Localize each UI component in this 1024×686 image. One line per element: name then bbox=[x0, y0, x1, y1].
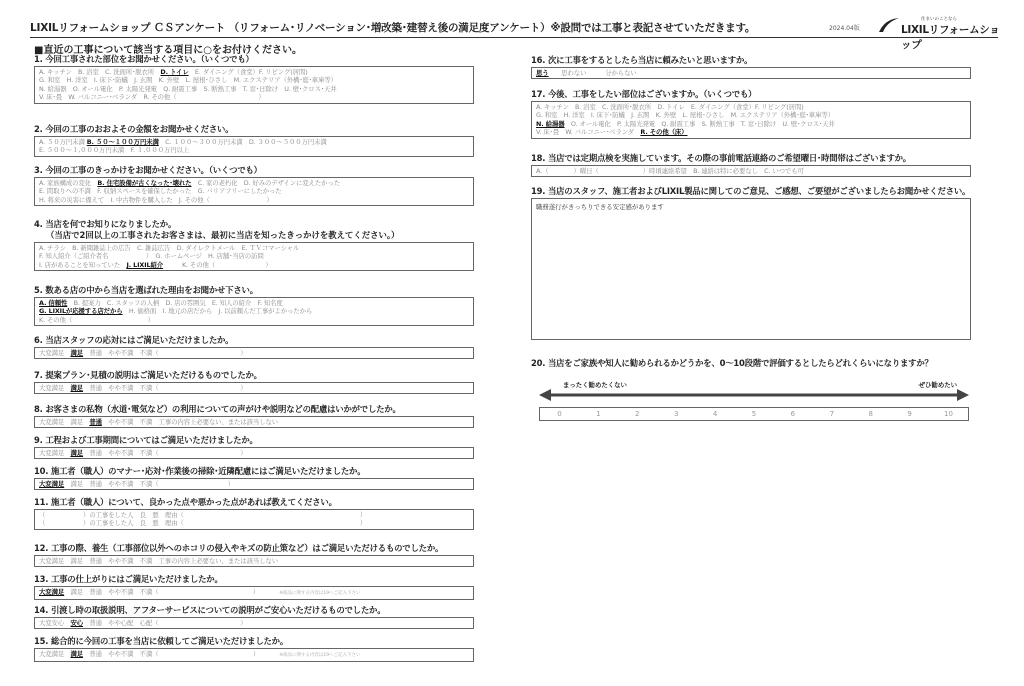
answer-box[interactable] bbox=[34, 297, 474, 326]
answer-line bbox=[39, 449, 469, 457]
answer-note: ※商品に関する内容は19へご記入下さい bbox=[279, 653, 361, 658]
question-left_questions-0 bbox=[34, 54, 474, 104]
answer-box[interactable] bbox=[34, 242, 474, 271]
answer-box[interactable] bbox=[34, 447, 474, 459]
question-title: 15. 総合的に今回の工事を当店に依頼してご満足いただけましたか。 bbox=[34, 636, 289, 646]
selected-option: 大変満足 bbox=[39, 480, 65, 488]
option-text: A. キッチン B. 浴室 C. 洗面所･脱衣所 bbox=[39, 68, 161, 76]
option-text: K. その他（ ） bbox=[163, 260, 272, 269]
answer-box[interactable] bbox=[531, 165, 971, 177]
question-left_questions-10 bbox=[34, 497, 474, 530]
option-text: A. 家族構成の変化 bbox=[39, 179, 98, 187]
answer-line bbox=[536, 128, 966, 136]
option-text: E. ダイニング（食堂）F. リビング(居間) bbox=[188, 68, 308, 76]
scale-option[interactable]: 10 bbox=[944, 410, 953, 418]
answer-box[interactable] bbox=[531, 67, 971, 79]
question-left_questions-2 bbox=[34, 165, 474, 206]
double-arrow-icon bbox=[539, 388, 969, 402]
question-title: 10. 施工者（職人）のマナー･応対･作業後の掃除･近隣配慮にはご満足いただけましたか。 bbox=[34, 466, 366, 476]
answer-line bbox=[39, 588, 469, 598]
nps-right-label: ぜひ勧めたい bbox=[918, 381, 957, 389]
answer-box[interactable] bbox=[34, 555, 474, 567]
scale-option[interactable]: 7 bbox=[829, 410, 835, 418]
option-text: 普通 やや不満 不満（ ） bbox=[83, 384, 247, 392]
scale-option[interactable]: 3 bbox=[673, 410, 679, 418]
question-left_questions-12 bbox=[34, 574, 474, 600]
question-title: 2. 今回の工事のおおよその金額をお聞かせください。 bbox=[34, 124, 234, 134]
question-title: 19. 当店のスタッフ、施工者およびLIXIL製品に関してのご意見、ご感想、ご要望がございましたらお聞かせください。 bbox=[531, 186, 971, 196]
option-text: C. 家の老朽化 D. 好みのデザインに変えたかった bbox=[191, 179, 341, 187]
question-title: 7. 提案プラン･見積の説明はご満足いただけるものでしたか。 bbox=[34, 370, 262, 380]
question-title: 17. 今後、工事をしたい部位はございますか。（いくつでも） bbox=[531, 89, 757, 99]
selected-option: 満足 bbox=[70, 449, 84, 457]
option-text: A. キッチン B. 浴室 C. 洗面所･脱衣所 D. トイレ E. ダイニング（食堂）F. リビング(居間) bbox=[536, 103, 804, 111]
option-text: H. 将来の災害に備えて I. 中古物件を購入した J. その他（ ） bbox=[39, 195, 273, 204]
question-title: 13. 工事の仕上がりにはご満足いただけましたか。 bbox=[34, 574, 223, 584]
edition-label: 2024.04版 bbox=[829, 25, 860, 32]
answer-line bbox=[39, 146, 469, 154]
selected-option: 思う bbox=[536, 69, 549, 77]
answer-box[interactable] bbox=[531, 198, 971, 340]
answer-line bbox=[39, 261, 469, 269]
scale-option[interactable]: 1 bbox=[596, 410, 601, 418]
section-title: ■直近の工事について該当する項目に○をお付けください。 bbox=[34, 45, 302, 56]
selected-option: B. 住宅設備が古くなった･壊れた bbox=[97, 179, 192, 187]
option-text: G. 和室 H. 洋室 I. 床下･防蟻 J. 玄関 K. 外壁 L. 屋根･ひさし M. エクステリア（外構･庭･車庫等） bbox=[536, 111, 834, 120]
question-left_questions-11 bbox=[34, 543, 474, 567]
answer-box[interactable] bbox=[34, 66, 474, 104]
selected-option: A. 信頼性 bbox=[39, 299, 68, 307]
answer-line bbox=[39, 557, 469, 565]
option-text: A. ５０万円未満 bbox=[39, 138, 87, 146]
nps-scale-block bbox=[539, 378, 969, 430]
option-text: A. チラシ B. 新聞雑誌上の広告 C. 雑誌広告 D. ダイレクトメール E. ＴＶコマーシャル bbox=[39, 244, 300, 252]
option-text: 普通 やや不満 不満（ ） bbox=[83, 449, 247, 457]
question-left_questions-4 bbox=[34, 285, 474, 326]
answer-line bbox=[39, 85, 469, 93]
answer-box[interactable] bbox=[34, 478, 474, 490]
option-text: C. １００～３００万円未満 D. ３００～５００万円未満 bbox=[158, 138, 327, 146]
question-title: 20. 当店をご家族や知人に勧められるかどうかを、0～10段階で評価するとしたらどれくらいになりますか？ bbox=[531, 358, 933, 368]
selected-option: G. LIXILが応援する店だから bbox=[39, 307, 123, 316]
question-title: 12. 工事の際、養生（工事部位以外へのホコリの侵入やキズの防止策など）はご満足いただけるものでしたか。 bbox=[34, 543, 444, 553]
question-title: 3. 今回の工事のきっかけをお聞かせください。（いくつでも） bbox=[34, 165, 262, 175]
scale-option[interactable]: 8 bbox=[868, 410, 873, 418]
question-right_questions-2 bbox=[531, 153, 971, 177]
option-text: O. オール電化 P. 太陽光発電 Q. 耐震工事 S. 断熱工事 T. 窓･日除け U. 壁･クロス･天井 bbox=[564, 119, 835, 128]
option-text: N. 給湯器 O. オール電化 P. 太陽光発電 Q. 耐震工事 S. 断熱工事 T. 窓･日除け U. 壁･クロス･天井 bbox=[39, 84, 337, 93]
scale-option[interactable]: 5 bbox=[751, 410, 757, 418]
question-right_questions-1 bbox=[531, 89, 971, 139]
answer-line bbox=[536, 120, 966, 128]
option-text: 大変安心 bbox=[39, 619, 71, 627]
option-text: V. 床･畳 W. バルコニー･ベランダ bbox=[536, 128, 641, 137]
option-text: I. 店があることを知っていた bbox=[39, 260, 127, 269]
answer-line bbox=[39, 196, 469, 204]
option-text: B. 提案力 C. スタッフの人柄 D. 店の雰囲気 E. 知人の紹介 F. 知名度 bbox=[67, 299, 283, 307]
option-text: 大変満足 満足 普通 やや不満 不満 工事の内容上必要ない、または該当しない bbox=[39, 557, 279, 565]
brand-logo bbox=[877, 14, 1001, 51]
option-text: 普通 やや心配 心配（ ） bbox=[83, 619, 247, 627]
answer-box[interactable] bbox=[34, 347, 474, 359]
question-left_questions-8 bbox=[34, 435, 474, 459]
selected-option: R. その他（床） bbox=[640, 128, 688, 137]
answer-box[interactable] bbox=[34, 416, 474, 428]
answer-box[interactable] bbox=[34, 617, 474, 629]
answer-line bbox=[39, 384, 469, 392]
question-left_questions-9 bbox=[34, 466, 474, 490]
question-title: 1. 今回工事された部位をお聞かせください。（いくつでも） bbox=[34, 54, 254, 64]
selected-option: 普通 bbox=[89, 418, 102, 426]
answer-line bbox=[39, 252, 469, 260]
question-left_questions-7 bbox=[34, 404, 474, 428]
scale-option[interactable]: 0 bbox=[557, 410, 562, 418]
option-text: 満足 普通 やや不満 不満（ ） bbox=[64, 480, 235, 488]
answer-note: ※商品に関する内容は19へご記入下さい bbox=[279, 591, 361, 596]
answer-line bbox=[39, 480, 469, 488]
answer-line bbox=[39, 187, 469, 195]
option-text: F. 知人紹介（ご紹介者名 ） G. ホームページ H. 店舗･当店の訪問 bbox=[39, 252, 264, 261]
question-title: 6. 当店スタッフの応対にはご満足いただけましたか。 bbox=[34, 335, 234, 345]
option-text: 大変満足 bbox=[39, 650, 71, 658]
answer-line bbox=[536, 111, 966, 119]
question-right_questions-0 bbox=[531, 55, 971, 79]
option-text: H. 価格面 I. 地元の店だから J. 以前頼んだ工事がよかったから bbox=[122, 307, 313, 316]
question-right_questions-3 bbox=[531, 186, 971, 340]
option-text: 大変満足 満足 bbox=[39, 418, 90, 426]
nps-scale bbox=[539, 407, 969, 421]
question-left_questions-1 bbox=[34, 124, 474, 157]
answer-line bbox=[39, 418, 469, 426]
selected-option: 満足 bbox=[70, 384, 84, 392]
question-title: 18. 当店では定期点検を実施しています。その際の事前電話連絡のご希望曜日･時間帯はございますか。 bbox=[531, 153, 911, 163]
answer-line bbox=[39, 93, 469, 101]
question-title: 9. 工程および工事期間についてはご満足いただけましたか。 bbox=[34, 435, 258, 445]
question-left_questions-6 bbox=[34, 370, 474, 394]
logo-name: LIXILリフォームショップ bbox=[901, 24, 1000, 51]
selected-option: 大変満足 bbox=[39, 588, 65, 596]
selected-option: N. 給湯器 bbox=[536, 119, 565, 128]
comment-text: 職務遂行がきっちりできる安定感があります bbox=[536, 203, 664, 211]
option-text: 普通 やや不満 不満（ ） bbox=[83, 650, 260, 658]
answer-box[interactable] bbox=[34, 509, 474, 530]
logo-tagline: 住まいのことなら bbox=[921, 17, 957, 22]
option-text: E. 間取りへの不満 F. 収納スペースを確保したかった G. バリアフリーにしたかった bbox=[39, 187, 282, 196]
question-title: 5. 数ある店の中から当店を選ばれた理由をお聞かせ下さい。 bbox=[34, 285, 258, 295]
survey-title: LIXILリフォームショップ ＣＳアンケート （リフォーム･リノベーション･増改築･建替え後の満足度アンケート）※設問では工事と表記させていただきます。 bbox=[30, 22, 756, 34]
option-text: 大変満足 bbox=[39, 449, 71, 457]
answer-line bbox=[39, 650, 469, 660]
swoosh-icon bbox=[877, 17, 901, 33]
question-title: 14. 引渡し時の取扱説明、アフターサービスについての説明がご安心いただけるものでしたか。 bbox=[34, 605, 386, 615]
selected-option: J. LIXIL紹介 bbox=[126, 260, 164, 269]
answer-box[interactable] bbox=[34, 648, 474, 662]
scale-option[interactable]: 9 bbox=[907, 410, 912, 418]
scale-option[interactable]: 2 bbox=[635, 410, 640, 418]
answer-line bbox=[39, 76, 469, 84]
answer-box[interactable] bbox=[34, 586, 474, 600]
option-text: 思わない 分からない bbox=[548, 69, 637, 77]
answer-box[interactable] bbox=[34, 382, 474, 394]
answer-line bbox=[39, 349, 469, 357]
answer-line bbox=[39, 307, 469, 315]
selected-option: 満足 bbox=[70, 650, 84, 658]
option-text: K. その他（ ） bbox=[39, 315, 154, 324]
answer-box[interactable] bbox=[34, 177, 474, 206]
question-left_questions-14 bbox=[34, 636, 474, 662]
option-text: A.（ ）曜日（ ）時頃連絡希望 B. 連絡は特に必要なし C. いつでも可 bbox=[536, 167, 804, 175]
option-text: 普通 やや不満 不満（ ） bbox=[83, 349, 247, 357]
scale-option[interactable]: 6 bbox=[790, 410, 796, 418]
scale-option[interactable]: 4 bbox=[712, 410, 718, 418]
question-title: 4. 当店を何でお知りになりましたか。 bbox=[34, 219, 177, 229]
answer-box[interactable] bbox=[531, 101, 971, 139]
question-left_questions-3 bbox=[34, 219, 474, 271]
question-left_questions-5 bbox=[34, 335, 474, 359]
option-text: （ ）の工事をした人 良 悪 理由（ ） bbox=[39, 511, 367, 519]
selected-option: 満足 bbox=[70, 349, 84, 357]
selected-option: 安心 bbox=[70, 619, 84, 627]
selected-option: D. トイレ bbox=[160, 68, 189, 76]
nps-left-label: まったく勧めたくない bbox=[563, 381, 627, 389]
option-text: 大変満足 bbox=[39, 349, 71, 357]
answer-line bbox=[536, 167, 966, 175]
option-text: （ ）の工事をした人 良 悪 理由（ ） bbox=[39, 519, 367, 528]
option-text: 大変満足 bbox=[39, 384, 71, 392]
answer-line bbox=[39, 619, 469, 627]
question-20 bbox=[531, 358, 933, 369]
option-text: E. ５００～１,０００万円未満 F. １,０００万円以上 bbox=[39, 146, 190, 155]
answer-line bbox=[39, 316, 469, 324]
question-subtitle: （当店で2回以上の工事されたお客さまは、最初に当店を知ったきっかけを教えてください。） bbox=[46, 230, 400, 240]
question-title: 11. 施工者（職人）について、良かった点や悪かった点があれば教えてください。 bbox=[34, 497, 337, 507]
selected-option: B. ５０～１００万円未満 bbox=[86, 138, 159, 146]
question-left_questions-13 bbox=[34, 605, 474, 629]
option-text: やや不満 不満 工事の内容上必要ない、または該当しない bbox=[101, 418, 279, 426]
option-text: G. 和室 H. 洋室 I. 床下･防蟻 J. 玄関 K. 外壁 L. 屋根･ひさし M. エクステリア（外構･庭･車庫等） bbox=[39, 76, 337, 85]
question-title: 8. お客さまの私物（水道･電気など）の利用についての声がけや説明などの配慮はいかがでしたか。 bbox=[34, 404, 401, 414]
option-text: V. 床･畳 W. バルコニー･ベランダ R. その他（ ） bbox=[39, 93, 265, 102]
answer-box[interactable] bbox=[34, 136, 474, 157]
answer-line bbox=[39, 519, 469, 527]
option-text: 満足 普通 やや不満 不満（ ） bbox=[64, 588, 260, 596]
answer-line bbox=[536, 69, 966, 77]
question-title: 16. 次に工事をするとしたら当店に頼みたいと思いますか。 bbox=[531, 55, 753, 65]
